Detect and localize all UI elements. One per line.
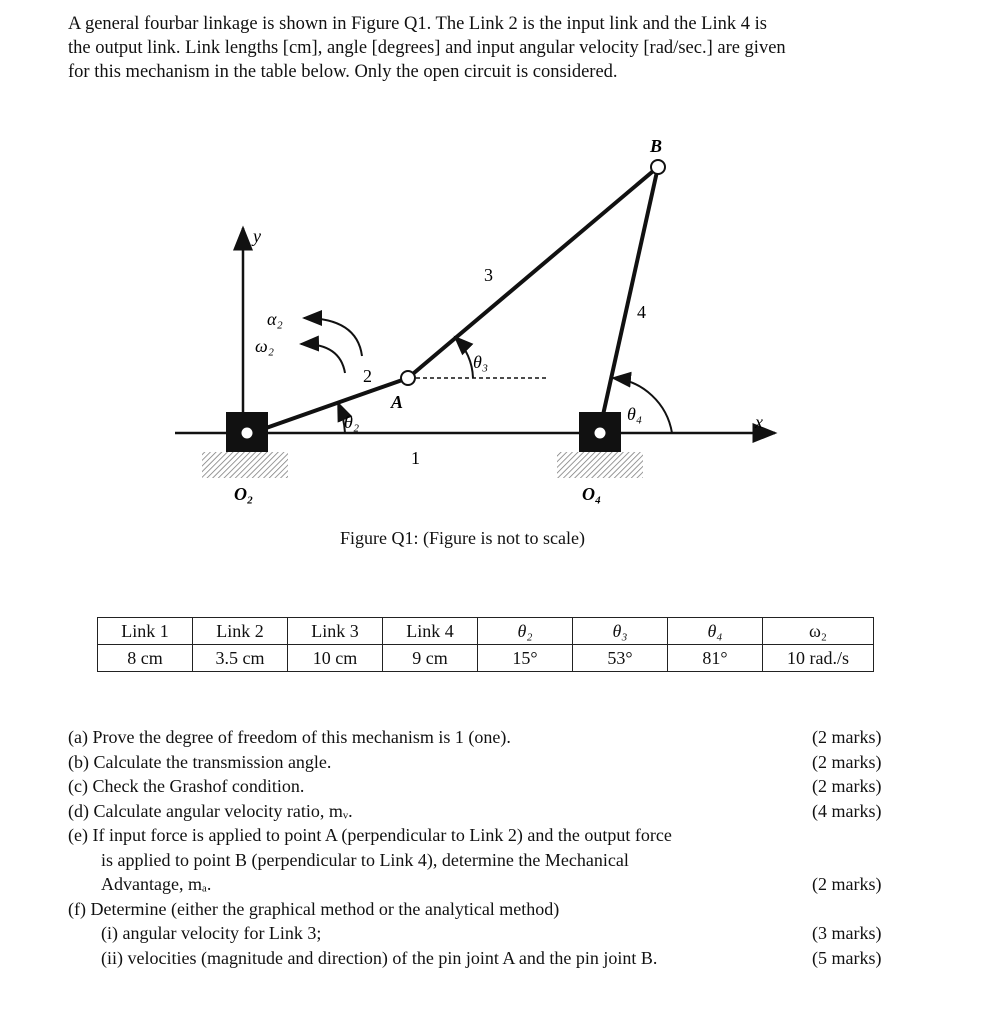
pin-o2	[242, 428, 253, 439]
intro-line: for this mechanism in the table below. Only the open circuit is considered.	[68, 62, 618, 82]
table-header: Link 3	[288, 618, 383, 645]
table-header: ω₂	[763, 618, 874, 645]
table-cell: 10 rad./s	[763, 645, 874, 672]
table-row	[98, 645, 874, 672]
question-text: Advantage, mₐ.	[101, 874, 212, 894]
link-2	[252, 378, 408, 433]
table-header: θ₂	[478, 618, 573, 645]
question-text: (a) Prove the degree of freedom of this mechanism is 1 (one).	[68, 727, 511, 747]
label-omega2: ω₂	[255, 336, 274, 356]
question-marks: (3 marks)	[812, 923, 882, 943]
intro-line: A general fourbar linkage is shown in Figure Q1. The Link 2 is the input link and the Link 4 is	[68, 14, 767, 34]
question-marks: (5 marks)	[812, 947, 882, 968]
table-cell: 15°	[478, 645, 573, 672]
question-e	[68, 823, 898, 848]
pin-a	[401, 371, 415, 385]
question-marks	[812, 897, 898, 922]
theta4-arc	[613, 378, 672, 433]
link-3	[408, 167, 658, 378]
ground-hatch-o4	[557, 452, 643, 478]
table-cell: 3.5 cm	[193, 645, 288, 672]
question-c	[68, 774, 898, 799]
question-marks: (2 marks)	[812, 751, 882, 772]
table-cell: 10 cm	[288, 645, 383, 672]
label-o2: O₂	[234, 484, 254, 504]
question-text: (d) Calculate angular velocity ratio, mᵥ.	[68, 800, 353, 821]
question-marks: (2 marks)	[812, 874, 882, 894]
questions-list	[68, 725, 898, 970]
table-header: θ₄	[668, 618, 763, 645]
question-marks: (4 marks)	[812, 800, 882, 821]
label-b: B	[650, 136, 663, 156]
question-marks	[812, 848, 898, 873]
table-header: Link 1	[98, 618, 193, 645]
question-text: is applied to point B (perpendicular to Link 4), determine the Mechanical	[101, 849, 629, 870]
table-cell: 81°	[668, 645, 763, 672]
question-text: (f) Determine (either the graphical method or the analytical method)	[68, 898, 560, 919]
pin-b	[651, 160, 665, 174]
table-cell: 53°	[573, 645, 668, 672]
label-link-3: 3	[484, 265, 493, 285]
parameters-table	[97, 617, 874, 672]
question-e-cont	[68, 872, 898, 897]
label-theta4: θ₄	[627, 404, 643, 424]
table-header: Link 4	[383, 618, 478, 645]
question-text: (c) Check the Grashof condition.	[68, 776, 305, 796]
question-marks: (2 marks)	[812, 727, 882, 747]
table-cell: 9 cm	[383, 645, 478, 672]
table-header: θ₃	[573, 618, 668, 645]
question-marks: (2 marks)	[812, 776, 882, 796]
omega2-arrow	[301, 344, 345, 373]
question-d	[68, 799, 898, 824]
label-link-1: 1	[411, 448, 420, 468]
label-y: y	[253, 226, 261, 246]
ground-hatch-o2	[202, 452, 288, 478]
question-text: (b) Calculate the transmission angle.	[68, 751, 332, 772]
theta3-arc	[455, 337, 473, 378]
question-f	[68, 897, 898, 922]
label-alpha2: α₂	[267, 309, 283, 329]
alpha2-arrow	[304, 318, 362, 356]
question-f-ii	[68, 946, 898, 971]
table-header: Link 2	[193, 618, 288, 645]
label-theta2: θ₂	[344, 412, 360, 432]
label-link-4: 4	[637, 302, 646, 322]
table-header-row	[98, 618, 874, 645]
question-a	[68, 725, 898, 750]
label-o4: O₄	[582, 484, 602, 504]
intro-line: the output link. Link lengths [cm], angle [degrees] and input angular velocity [rad/sec.] are given	[68, 38, 786, 58]
question-e-cont	[68, 848, 898, 873]
pin-o4	[595, 428, 606, 439]
label-a: A	[391, 392, 404, 412]
label-x: x	[755, 412, 763, 432]
question-text: (e) If input force is applied to point A (perpendicular to Link 2) and the output force	[68, 825, 672, 845]
question-marks	[812, 823, 898, 848]
label-link-2: 2	[363, 366, 372, 386]
question-text: (ii) velocities (magnitude and direction) of the pin joint A and the pin joint B.	[101, 947, 658, 968]
table-cell: 8 cm	[98, 645, 193, 672]
question-text: (i) angular velocity for Link 3;	[101, 923, 322, 943]
question-f-i	[68, 921, 898, 946]
figure-caption: Figure Q1: (Figure is not to scale)	[340, 528, 585, 548]
question-b	[68, 750, 898, 775]
label-theta3: θ₃	[473, 352, 489, 372]
